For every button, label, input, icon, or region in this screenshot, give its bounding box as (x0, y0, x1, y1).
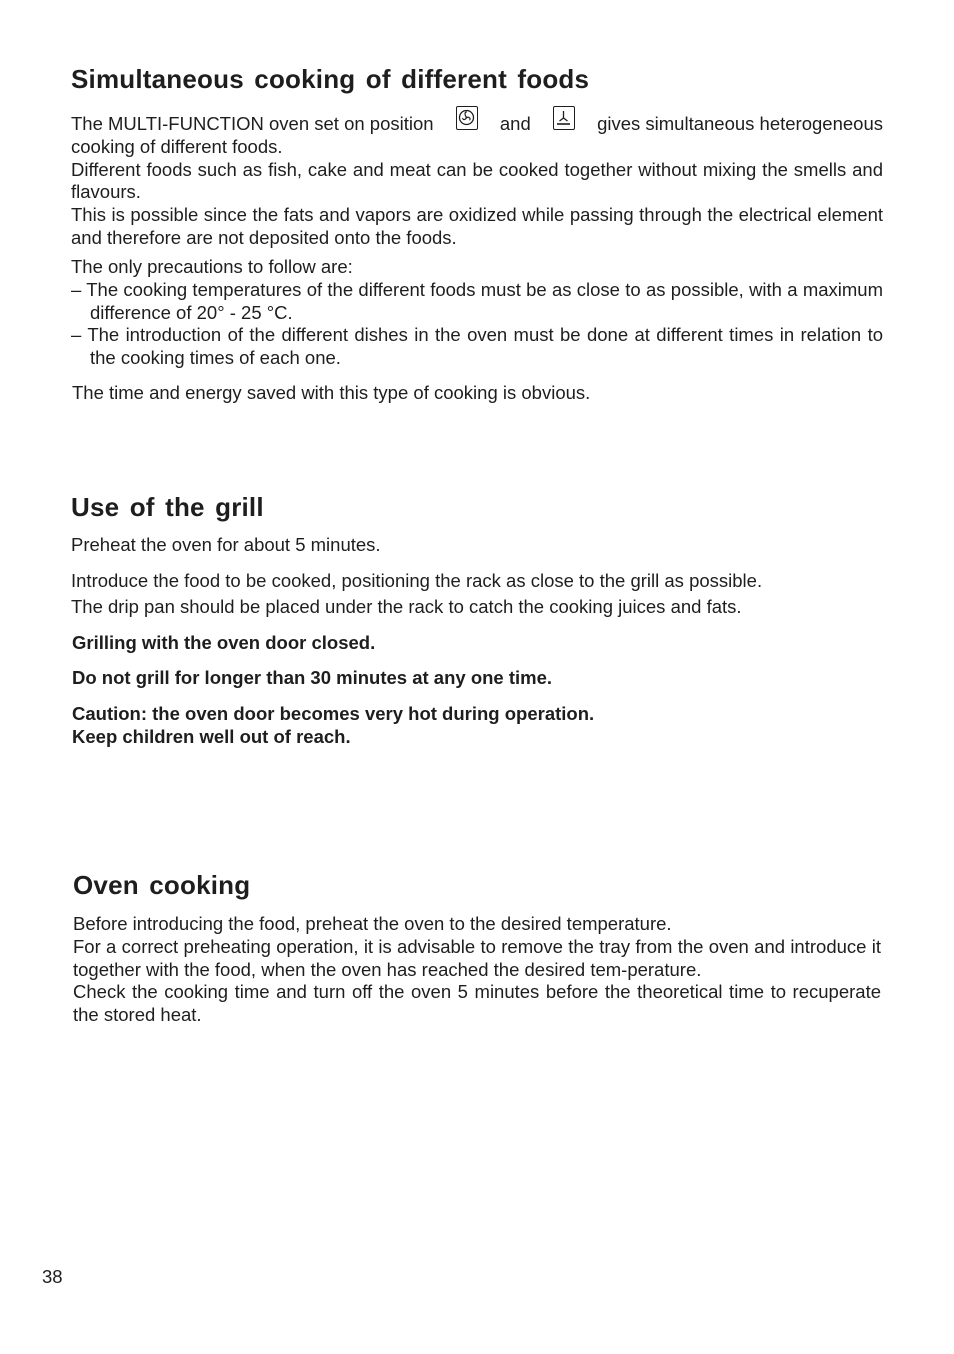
oven-check-time: Check the cooking time and turn off the oven 5 minutes before the theoretical time to recuperate the stored heat. (73, 981, 881, 1026)
intro-text-end: gives simultaneous heterogeneous (597, 113, 883, 134)
paragraph-foods: Different foods such as fish, cake and meat can be cooked together without mixing the smells and flavours. (71, 158, 883, 203)
grill-warning-door: Grilling with the oven door closed. (72, 632, 376, 653)
intro-text-and: and (499, 113, 531, 134)
grill-caution-line: Caution: the oven door becomes very hot during operation. (72, 703, 595, 724)
oven-preheat: Before introducing the food, preheat the oven to the desired temperature. (73, 913, 672, 934)
precautions-intro: The only precautions to follow are: (71, 256, 353, 277)
precautions-block (71, 256, 883, 370)
grill-warning-time: Do not grill for longer than 30 minutes at any one time. (72, 667, 553, 688)
section-title-simultaneous-cooking: Simultaneous cooking of different foods (71, 64, 590, 94)
section-title-oven-cooking: Oven cooking (73, 870, 251, 900)
grill-preheat: Preheat the oven for about 5 minutes. (71, 534, 381, 555)
grill-caution (72, 703, 884, 749)
page-number: 38 (42, 1266, 63, 1287)
precaution-item: – The cooking temperatures of the different foods must be as close to as possible, with a maximum difference of 20° - 25 °C. (71, 278, 883, 323)
intro-line (71, 106, 883, 136)
grill-introduce-food: Introduce the food to be cooked, positioning the rack as close to the grill as possible. (71, 570, 763, 591)
oven-body (73, 913, 881, 1027)
grill-drip-pan: The drip pan should be placed under the rack to catch the cooking juices and fats. (71, 596, 742, 617)
paragraph-oxidized: This is possible since the fats and vapors are oxidized while passing through the electrical element and therefore are not deposited onto the foods. (71, 204, 883, 248)
intro-text-cont: cooking of different foods. (71, 135, 283, 157)
simultaneous-body (71, 106, 883, 250)
grill-caution-line: Keep children well out of reach. (72, 725, 351, 747)
fan-oven-icon (456, 106, 478, 130)
intro-text-start: The MULTI-FUNCTION oven set on position (71, 113, 434, 134)
closing-sentence: The time and energy saved with this type of cooking is obvious. (72, 382, 591, 403)
precaution-item: – The introduction of the different dishes in the oven must be done at different times in relation to the cooking times of each one. (71, 324, 883, 369)
bottom-heat-fan-icon (553, 106, 575, 130)
oven-tray: For a correct preheating operation, it is advisable to remove the tray from the oven and introduce it together with the food, when the oven has reached the desired tem-perature. (73, 935, 881, 980)
section-title-grill: Use of the grill (71, 492, 264, 522)
